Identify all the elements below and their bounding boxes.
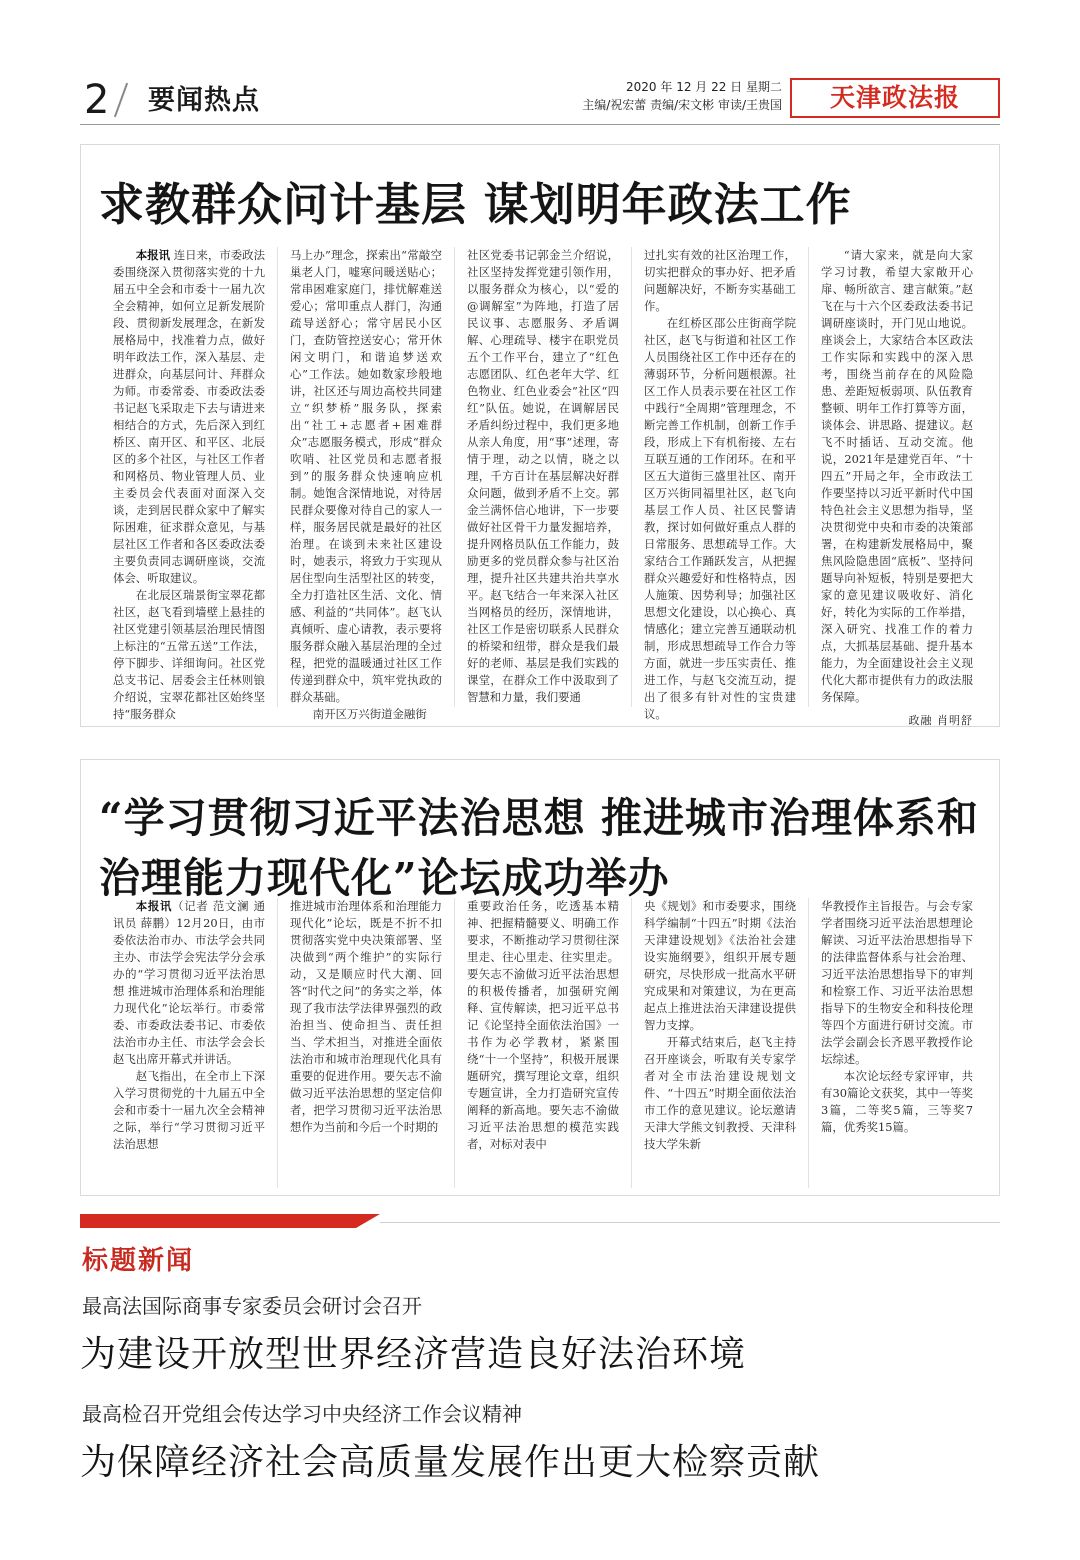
paragraph xyxy=(113,247,265,587)
paragraph: 开幕式结束后，赵飞主持召开座谈会，听取有关专家学者对全市法治建设规划文件、“十四五”时期全面依法治市工作的意见建议。论坛邀请天津大学熊文钊教授、天津科技大学朱新 xyxy=(644,1035,796,1151)
paragraph: 过扎实有效的社区治理工作，切实把群众的事办好、把矛盾问题解决好，不断夯实基础工作。 xyxy=(644,248,796,313)
article-body xyxy=(101,247,985,727)
issue-date: 2020 年 12 月 22 日 星期二 xyxy=(626,80,782,94)
paragraph: 重要政治任务，吃透基本精神、把握精髓要义、明确工作要求，不断推动学习贯彻往深里走、往心里走、往实里走。要矢志不渝做习近平法治思想的积极传播者，加强研究阐释、宣传解读，把习近平总书记《论坚持全面依法治国》一书作为必学教材，紧紧围绕“十一个坚持”，积极开展课题研究，撰写理论文章，组织专题宣讲，全力打造研究宣传阐释的新高地。要矢志不渝做习近平法治思想的模范实践者，对标对表中 xyxy=(467,899,619,1151)
paragraph: “请大家来，就是向大家学习讨教，希望大家敞开心扉、畅所欲言、建言献策。”赵飞在与十六个区委政法委书记调研座谈时，开门见山地说。座谈会上，大家结合本区政法工作实际和实践中的深入思考，围绕当前存在的风险隐患、差距短板弱项、队伍教育整顿、明年工作打算等方面，谈体会、讲思路、提建议。赵飞不时插话、互动交流。他说，2021年是建党百年、“十四五”开局之年，全市政法工作要坚持以习近平新时代中国特色社会主义思想为指导，坚决贯彻党中央和市委的决策部署，在构建新发展格局中，聚焦风险隐患固“底板”、坚持问题导向补短板，特别是要把大家的意见建议吸收好、消化好，转化为实际的工作举措，深入研究、找准工作的着力点，大抓基层基础、提升基本能力，为全面建设社会主义现代化大都市提供有力的政法服务保障。 xyxy=(821,248,973,704)
header-rule xyxy=(80,124,1000,125)
author-byline: 政融 肖明舒 xyxy=(908,714,973,727)
paragraph: 华教授作主旨报告。与会专家学者围绕习近平法治思想理论解读、习近平法治思想指导下的法律监督体系与社会治理、习近平法治思想指导下的审判和检察工作、习近平法治思想指导下的生物安全和科技伦理等四个方面进行研讨交流。市法学会副会长齐恩平教授作论坛综述。 xyxy=(821,899,973,1066)
paragraph: 推进城市治理体系和治理能力现代化”论坛，既是不折不扣贯彻落实党中央决策部署、坚决做到“两个维护”的实际行动，又是顺应时代大潮、回答“时代之问”的务实之举，体现了我市法学法律界强烈的政治担当、使命担当、责任担当、学术担当，对推进全面依法治市和城市治理现代化具有重要的促进作用。要矢志不渝做习近平法治思想的坚定信仰者，把学习贯彻习近平法治思想作为当前和今后一个时期的 xyxy=(290,899,442,1134)
paragraph: 央《规划》和市委要求，围绕科学编制“十四五”时期《法治天津建设规划》《法治社会建设实施纲要》，组织开展专题研究，尽快形成一批高水平研究成果和对策建议，为在更高起点上推进法治天津建设提供智力支撑。 xyxy=(644,899,796,1032)
page-header xyxy=(80,70,1000,126)
newspaper-logo: 天津政法报 xyxy=(790,78,1000,118)
paragraph: 在红桥区邵公庄街商学院社区，赵飞与街道和社区工作人员围绕社区工作中还存在的薄弱环节，分析问题根源。社区工作人员表示要在社区工作中践行“全周期”管理理念，不断完善工作机制，创新工作手段，形成上下有机衔接、左右互联互通的工作闭环。在和平区五大道街三盛里社区、南开区万兴街同福里社区，赵飞向基层工作人员、社区民警请教，探讨如何做好重点人群的日常服务、思想疏导工作。大家结合工作踊跃发言，从把握群众兴趣爱好和性格特点，因人施策、因势利导；加强社区思想文化建设，以心换心、真情感化；建立完善互通联动机制，形成思想疏导工作合力等方面，就进一步压实责任、推进工作，与赵飞交流互动，提出了很多有针对性的宝贵建议。 xyxy=(644,316,796,721)
editor-credits: 主编/祝宏蕾 责编/宋文彬 审读/王贵国 xyxy=(582,98,782,112)
article-column xyxy=(808,247,985,727)
page-number: 2 xyxy=(84,77,110,123)
article-column xyxy=(277,898,454,1188)
article-column xyxy=(631,247,808,721)
news-title: 为保障经济社会高质量发展作出更大检察贡献 xyxy=(80,1442,821,1483)
news-subtitle: 最高法国际商事专家委员会研讨会召开 xyxy=(82,1294,422,1318)
paragraph xyxy=(113,898,265,1068)
news-subtitle: 最高检召开党组会传达学习中央经济工作会议精神 xyxy=(82,1402,522,1426)
article-column xyxy=(101,898,277,1188)
section-title: 要闻热点 xyxy=(148,85,260,116)
article-headline: “学习贯彻习近平法治思想 推进城市治理体系和治理能力现代化”论坛成功举办 xyxy=(99,794,979,902)
article-column xyxy=(454,898,631,1188)
paragraph-text: （记者 范文澜 通讯员 薛鹏）12月20日，由市委依法治市办、市法学会共同主办、市法学会宪法学分会承办的“学习贯彻习近平法治思想 推进城市治理体系和治理能力现代化”论坛举行。市委常委、市委政法委书记、市委依法治市办主任、市法学会会长赵飞出席开幕式并讲话。 xyxy=(113,899,265,1066)
article-column xyxy=(808,898,985,1188)
paragraph: 在北辰区瑞景街宝翠花都社区，赵飞看到墙壁上悬挂的社区党建引领基层治理民情图上标注的“五常五送”工作法，停下脚步、详细询问。社区党总支书记、居委会主任林则锒介绍说，宝翠花都社区始终坚持“服务群众 xyxy=(113,588,265,721)
article-column xyxy=(631,898,808,1188)
article-community-visit xyxy=(80,144,1000,727)
paragraph: 赵飞指出，在全市上下深入学习贯彻党的十九届五中全会和市委十一届九次全会精神之际，举行“学习贯彻习近平法治思想 xyxy=(113,1069,265,1151)
section-rule xyxy=(380,1222,1000,1223)
paragraph: 社区党委书记郭金兰介绍说，社区坚持发挥党建引领作用，以服务群众为核心，以“爱的@调解室”为阵地，打造了居民议事、志愿服务、矛盾调解、心理疏导、楼宇在职党员五个工作平台，建立了“红色志愿团队、红色老年大学、红色物业、红色业委会”社区“四红”队伍。她说，在调解居民矛盾纠纷过程中，我们更多地从亲人角度，用“事”述理，寄情于理，动之以情，晓之以理，千方百计在基层解决好群众问题，做到矛盾不上交。郭金兰满怀信心地讲，下一步要做好社区骨干力量发掘培养，提升网格员队伍工作能力，鼓励更多的党员群众参与社区治理，提升社区共建共治共享水平。赵飞结合一年来深入社区当网格员的经历，深情地讲，社区工作是密切联系人民群众的桥梁和纽带，群众是我们最好的老师、基层是我们实践的课堂，在群众工作中汲取到了智慧和力量，我们要通 xyxy=(467,248,619,704)
paragraph: 本次论坛经专家评审，共有30篇论文获奖，其中一等奖3篇，二等奖5篇，三等奖7篇，优秀奖15篇。 xyxy=(821,1069,973,1134)
article-column xyxy=(277,247,454,721)
paragraph: 南开区万兴街道金融街 xyxy=(312,707,427,721)
article-headline: 求教群众问计基层 谋划明年政法工作 xyxy=(99,178,852,231)
headline-news-label: 标题新闻 xyxy=(82,1246,195,1276)
article-column xyxy=(101,247,277,721)
lead-tag: 本报讯 xyxy=(135,899,173,913)
article-body xyxy=(101,898,985,1188)
section-accent-bar xyxy=(80,1214,380,1228)
lead-tag: 本报讯 xyxy=(135,248,171,262)
paragraph-text: 连日来，市委政法委围绕深入贯彻落实党的十九届五中全会和市委十一届九次全会精神，如何立足新发展阶段、贯彻新发展理念，在新发展格局中，找准着力点，做好明年政法工作，深入基层、走进群众，向基层问计、拜群众为师。市委常委、市委政法委书记赵飞采取走下去与请进来相结合的方式，先后深入到红桥区、南开区、和平区、北辰区的多个社区，与社区工作者和网格员、物业管理人员、业主委员会代表面对面深入交谈，走到居民群众家中了解实际困难，征求群众意见，与基层社区工作者和各区委政法委主要负责同志调研座谈，交流体会、听取建议。 xyxy=(113,248,265,585)
article-column xyxy=(454,247,631,707)
paragraph: 马上办”理念，探索出“常敲空巢老人门，嘘寒问暖送贴心；常串困难家庭门，排忧解难送爱心；常叩重点人群门，沟通疏导送舒心；常守居民小区门，查防管控送安心；常开休闲文明门，和谐追梦送欢心”工作法。她如数家珍般地讲，社区还与周边高校共同建立“织梦桥”服务队，探索出“社工+志愿者+困难群众”志愿服务模式，形成“群众吹哨、社区党员和志愿者报到”的服务群众快速响应机制。她饱含深情地说，对待居民群众要像对待自己的家人一样，服务居民就是最好的社区治理。在谈到未来社区建设时，她表示，将致力于实现从居住型向生活型社区的转变，全力打造社区生活、文化、情感、利益的“共同体”。赵飞认真倾听、虚心请教，表示要将服务群众融入基层治理的全过程，把党的温暖通过社区工作传递到群众中，筑牢党执政的群众基础。 xyxy=(290,248,442,704)
article-forum xyxy=(80,759,1000,1196)
news-title: 为建设开放型世界经济营造良好法治环境 xyxy=(80,1334,747,1375)
